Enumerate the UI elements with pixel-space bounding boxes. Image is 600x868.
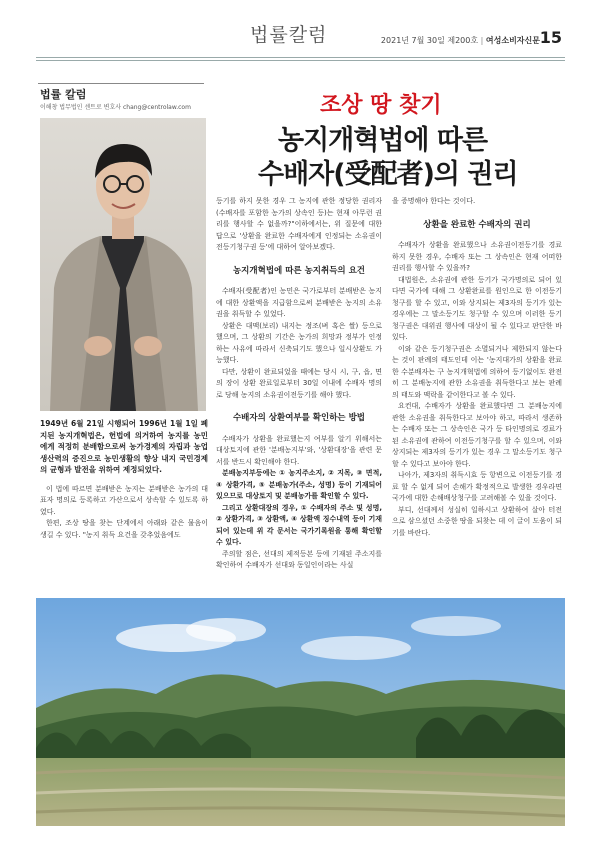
section-heading: 상환을 완료한 수배자의 권리 [423, 219, 531, 230]
farmland-photo [36, 598, 565, 826]
paragraph: 부디, 선대께서 성실히 일하시고 상환하여 살아 터전으로 삼으셨던 소중한 땅을 되찾는 데 이 글이 도움이 되기를 바란다. [392, 505, 562, 537]
portrait-illustration [40, 118, 206, 411]
paragraph: 등기를 하지 못한 경우 그 농지에 관한 정당한 권리자(수배자를 포함한 농가의 상속인 등)는 현재 아무런 권리를 행사할 수 없을까?"이하에서는, 위 질문에 대한 답으로 '상환을 완료한 수배자에게 인정되는 소유권이전등기청구권 등'에 대하여 알아보겠다. [216, 197, 382, 251]
left-column [40, 418, 208, 541]
paragraph: 분배농지부등에는 ① 농지주소지, ② 지목, ③ 면적, ④ 상환가격, ⑤ 분배농가(주소, 성명) 등이 기재되어 있으므로 대상토지 및 분배농가를 확인할 수 있다. [216, 469, 382, 500]
right-column [392, 196, 562, 539]
section-title: 법률칼럼 [250, 24, 328, 46]
paragraph: 대법원은, 소유권에 관한 등기가 국가명의로 되어 있다면 국가에 대해 그 상환완료를 원인으로 한 이전등기청구를 할 수 있고, 이와 상지되는 제3자의 등기가 있는 경우에는 그 말소등기도 청구할 수 있으며 이러한 등기청구권은 대위권 행사에 대상이 될 수 있다고 판단한 바 있다. [392, 275, 562, 341]
paragraph: 상환은 대맥(보리) 내지는 정조(벼 혹은 쌀) 등으로 했으며, 그 상환의 기간은 농가의 희망과 정부가 인정하는 사유에 따라서 신축되기도 했으나 일시상환도 가능했다. [216, 321, 382, 364]
header-rule [36, 60, 565, 61]
column-tag: 법률 칼럼 [40, 88, 87, 101]
paragraph: 이 법에 따르면 분배받은 농지는 분배받은 농가의 대표자 명의로 등록하고 가산으로서 상속할 수 있도록 하였다. [40, 484, 208, 516]
paragraph: 주의할 점은, 선대의 제적등본 등에 기재된 주소지를 확인하여 수배자가 선대와 동일인이라는 사실 [216, 549, 382, 569]
paragraph: 이와 같은 등기청구권은 소멸되거나 제한되지 않는다는 것이 판례의 태도인데 이는 '농지대가의 상환을 완료한 수분배자는 구 농지개혁법에 의하여 등기없이도 완전히 그 분배농지에 관한 소유권을 취득한다고 보는 판례의 태도와 맥락을 같이한다고 볼 수 있다. [392, 344, 562, 399]
section-heading: 농지개혁법에 따른 농지취득의 요건 [232, 265, 366, 276]
header-rule [36, 57, 565, 58]
paragraph: 을 증명해야 한다는 것이다. [392, 197, 476, 205]
page-number: 15 [539, 28, 562, 47]
middle-column [216, 196, 382, 572]
article-title-line1: 농지개혁법에 따른 [278, 125, 488, 156]
photo-caption: 1949년 6월 21일 시행되어 1996년 1월 1일 폐지된 농지개혁법은, 헌법에 의거하여 농지를 농민에게 적정히 분배함으로써 농가경제의 자립과 농업생산력의 증진으로 농민생활의 향상 내지 국민경제의 균형과 발전을 위하여 제정되었다. [40, 419, 208, 474]
column-rule [38, 83, 204, 84]
paragraph: 수배자가 상환을 완료했는지 여부를 알기 위해서는 대상토지에 관한 '분배농지부'와, '상환대장'을 관련 문서를 반드시 확인해야 한다. [216, 434, 382, 466]
paper-name: 여성소비자신문 [485, 36, 540, 45]
paragraph: 다만, 상환이 완료되었을 때에는 당시 시, 구, 읍, 면의 장이 상환 완료일로부터 30일 이내에 수배자 명의로 당해 농지의 소유권이전등기를 해야 했다. [216, 367, 382, 399]
paragraph: 수배자(受配者)인 농민은 국가로부터 분배받은 농지에 대한 상환액을 지급함으로써 분배받은 농지의 소유권을 취득할 수 있었다. [216, 287, 382, 318]
article-subtitle: 조상 땅 찾기 [320, 93, 442, 118]
section-heading: 수배자의 상환여부를 확인하는 방법 [232, 413, 366, 423]
author-photo [40, 118, 206, 411]
paragraph: 한편, 조상 땅을 찾는 단계에서 아래와 같은 물음이 생길 수 있다. "농지 취득 요건을 갖추었음에도 [40, 519, 208, 539]
article-title-line2: 수배자(受配者)의 권리 [258, 159, 518, 190]
paragraph: 나아가, 제3자의 취득시효 등 항변으로 이전등기를 경료 할 수 없게 되어 손해가 확정적으로 발생한 경우라면 국가에 대한 손해배상청구를 고려해볼 수 있을 것이다. [392, 471, 562, 502]
issue-date: 2021년 7월 30일 제200호 [380, 36, 479, 45]
masthead-info: 2021년 7월 30일 제200호 | 여성소비자신문 [380, 36, 540, 45]
paragraph: 그리고 상환대장의 경우, ① 수배자의 주소 및 성명, ② 상환가격, ③ 상환액, ④ 상환액 징수내역 등이 기재되어 있는데 위 각 문서는 국가기록원을 통해 확인할 수 있다. [216, 503, 382, 546]
paragraph: 요컨대, 수배자가 상환을 완료했다면 그 분배농지에 관한 소유권을 취득한다고 보아야 하고, 따라서 생존하는 수배자 또는 그 상속인은 국가 등 타인명의로 경료가 된 소유권에 관하여 이전등기청구를 할 수 있으며, 이와 상지되는 제3자의 등기가 있는 경우 그 말소등기도 청구할 수 있다고 보아야 한다. [392, 402, 562, 468]
farmland-illustration [36, 598, 565, 826]
author-line: 이해창 법무법인 센트로 변호사 chang@centrolaw.com [40, 104, 191, 111]
paragraph: 수배자가 상환을 완료했으나 소유권이전등기를 경료하지 못한 경우, 수배자 또는 그 상속인은 현재 어떠한 권리를 행사할 수 있을까? [392, 241, 562, 272]
